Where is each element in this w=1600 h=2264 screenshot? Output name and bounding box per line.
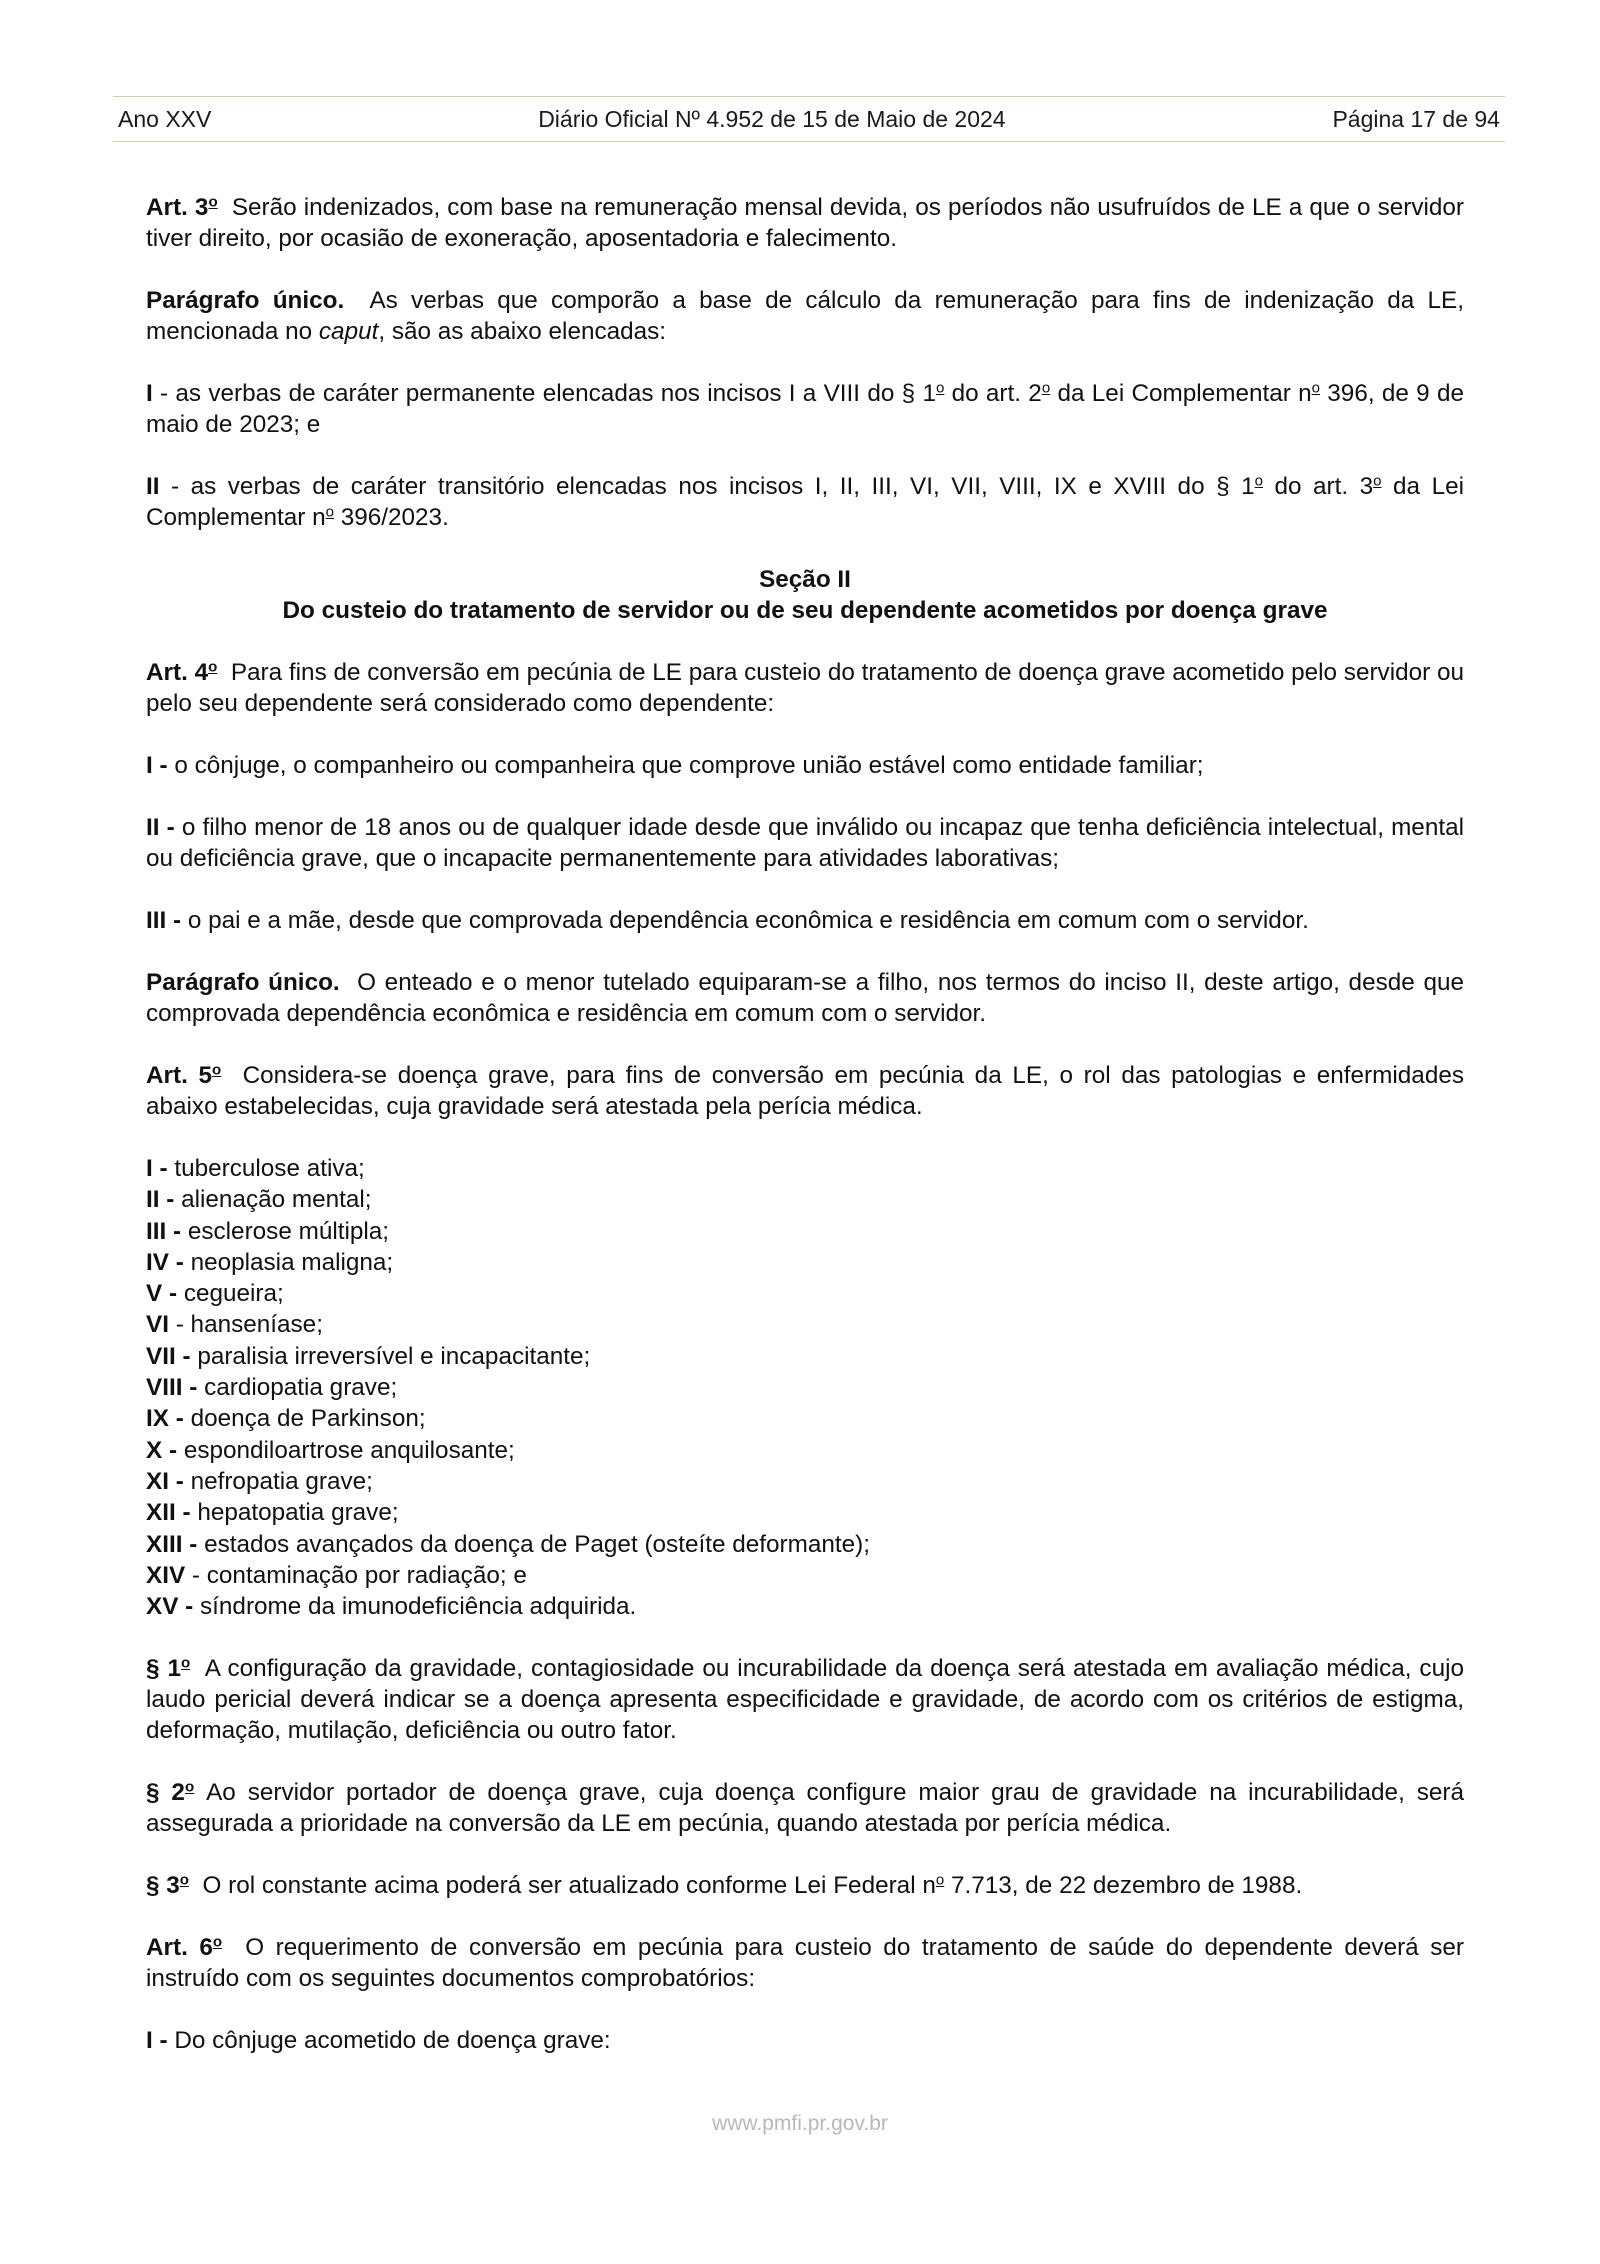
item-text: Do cônjuge acometido de doença grave: [167,2027,611,2055]
item-text: - as verbas de caráter transitório elencadas nos incisos I, II, III, VI, VII, VIII, IX e XVIII do § 1 [159,473,1255,500]
section-text: 7.713, de 22 dezembro de 1988. [944,1872,1303,1900]
item-label: II - [146,814,175,841]
art4-item-i [146,750,1464,781]
item-text: o filho menor de 18 anos ou de qualquer idade desde que inválido ou incapaz que tenha deficiência intelectual, mental ou deficiência grave, que o incapacite permanentemente para atividades laborativas; [146,814,1464,872]
art3-text: Serão indenizados, com base na remuneração mensal devida, os períodos não usufruídos de LE a que o servidor tiver direito, por ocasião de exoneração, aposentadoria e falecimento. [146,194,1464,252]
page-header [113,96,1505,142]
art4-paragraph [146,657,1464,719]
header-year: Ano XXV [118,105,212,132]
header-page-number: Página 17 de 94 [1332,105,1500,132]
item-text: 396/2023. [333,504,449,531]
item-label: I [146,380,153,407]
item-label: III - [146,907,182,934]
item-text: da Lei Complementar n [1050,380,1312,407]
list-item: X - espondiloartrose anquilosante; [146,1436,515,1464]
item-text: o pai e a mãe, desde que comprovada dependência econômica e residência em comum com o servidor. [181,907,1309,934]
list-item: III - esclerose múltipla; [146,1217,390,1245]
list-item: I - tuberculose ativa; [146,1155,365,1182]
ordinal-mark: o [1254,472,1263,490]
ordinal-mark: o [208,193,218,211]
art5-section-2 [146,1777,1464,1839]
item-text: do art. 2 [944,380,1042,407]
art5-paragraph [146,1060,1464,1122]
art3-label: Art. 3 [146,194,209,221]
art3-sole-text-b: , são as abaixo elencadas: [378,318,667,345]
ordinal-mark: o [180,1655,191,1673]
list-item: XIII - estados avançados da doença de Paget (osteíte deformante); [146,1530,870,1558]
ordinal-mark: o [212,1934,223,1952]
section-subtitle: Do custeio do tratamento de servidor ou de seu dependente acometidos por doença grave [282,597,1328,624]
ordinal-mark: o [212,1061,222,1079]
art5-section-1 [146,1653,1464,1746]
ordinal-mark: o [1311,379,1321,397]
caput-term: caput [318,318,379,345]
list-item: XII - hepatopatia grave; [146,1499,399,1527]
art5-text: Considera-se doença grave, para fins de conversão em pecúnia da LE, o rol das patologias e enfermidades abaixo estabelecidas, cuja gravidade será atestada pela perícia médica. [146,1062,1464,1120]
art6-text: O requerimento de conversão em pecúnia para custeio do tratamento de saúde do dependente deverá ser instruído com os seguintes documentos comprobatórios: [146,1934,1464,1993]
list-item: II - alienação mental; [146,1186,372,1214]
section-sign-label: § 2 [146,1779,185,1807]
footer-website: www.pmfi.pr.gov.br [712,2112,888,2135]
art4-label: Art. 4 [146,659,209,686]
section-sign-label: § 1 [146,1655,181,1683]
item-text: 396, de 9 de maio de 2023; e [146,380,1464,438]
art3-item-ii [146,471,1464,533]
ordinal-mark: o [1373,472,1382,490]
section-text: Ao servidor portador de doença grave, cuja doença configure maior grau de gravidade na incurabilidade, será assegurada a prioridade na conversão da LE em pecúnia, quando atestada por perícia médica. [146,1779,1464,1838]
ordinal-mark: o [935,1872,945,1890]
document-body [146,192,1464,2087]
art4-item-iii [146,905,1464,936]
art4-item-ii [146,812,1464,874]
ordinal-mark: o [208,658,218,676]
ordinal-mark: o [935,379,945,397]
list-item: XI - nefropatia grave; [146,1467,373,1495]
art4-sole-text: O enteado e o menor tutelado equiparam-se a filho, nos termos do inciso II, deste artigo, desde que comprovada dependência econômica e residência em comum com o servidor. [146,969,1464,1027]
art6-item-i [146,2025,1464,2056]
section-title: Seção II [759,566,851,593]
list-item: VI - hanseníase; [146,1311,323,1339]
disease-list [146,1153,1464,1622]
section-sign-label: § 3 [146,1872,180,1900]
art4-sole-paragraph [146,967,1464,1029]
list-item: IX - doença de Parkinson; [146,1405,426,1433]
item-label: I - [146,2027,168,2055]
list-item: XIV - contaminação por radiação; e [146,1561,527,1589]
item-text: do art. 3 [1263,473,1374,500]
art6-label: Art. 6 [146,1934,213,1962]
art3-paragraph [146,192,1464,254]
art3-sole-label: Parágrafo único. [146,287,345,314]
list-item: XV - síndrome da imunodeficiência adquirida. [146,1593,637,1621]
art5-section-3 [146,1870,1464,1901]
section-heading [146,564,1464,626]
section-text: A configuração da gravidade, contagiosidade ou incurabilidade da doença será atestada em avaliação médica, cujo laudo pericial deverá indicar se a doença apresenta especificidade e gravidade, de acordo com os critérios de estigma, deformação, mutilação, deficiência ou outro fator. [146,1655,1464,1745]
ordinal-mark: o [179,1872,189,1890]
ordinal-mark: o [1041,379,1051,397]
section-text: O rol constante acima poderá ser atualizado conforme Lei Federal n [202,1872,936,1900]
item-text: - as verbas de caráter permanente elencadas nos incisos I a VIII do § 1 [152,380,936,407]
list-item: V - cegueira; [146,1280,284,1308]
art5-label: Art. 5 [146,1062,213,1089]
list-item: VIII - cardiopatia grave; [146,1374,398,1402]
ordinal-mark: o [325,503,334,521]
art3-sole-text-a: As verbas que comporão a base de cálculo da remuneração para fins de indenização da LE, mencionada no [146,287,1464,345]
item-label: II [146,473,160,500]
list-item: VII - paralisia irreversível e incapacitante; [146,1342,591,1370]
art4-sole-label: Parágrafo único. [146,969,340,996]
item-text: da Lei Complementar n [146,473,1464,531]
art6-paragraph [146,1932,1464,1994]
item-label: I - [146,752,168,779]
list-item: IV - neoplasia maligna; [146,1248,394,1276]
item-text: o cônjuge, o companheiro ou companheira que comprove união estável como entidade familiar; [167,752,1204,779]
header-edition: Diário Oficial Nº 4.952 de 15 de Maio de 2024 [538,105,1006,132]
art4-text: Para fins de conversão em pecúnia de LE para custeio do tratamento de doença grave acometido pelo servidor ou pelo seu dependente será considerado como dependente: [146,659,1464,717]
art3-item-i [146,378,1464,440]
ordinal-mark: o [184,1779,195,1797]
art3-sole-paragraph [146,285,1464,347]
